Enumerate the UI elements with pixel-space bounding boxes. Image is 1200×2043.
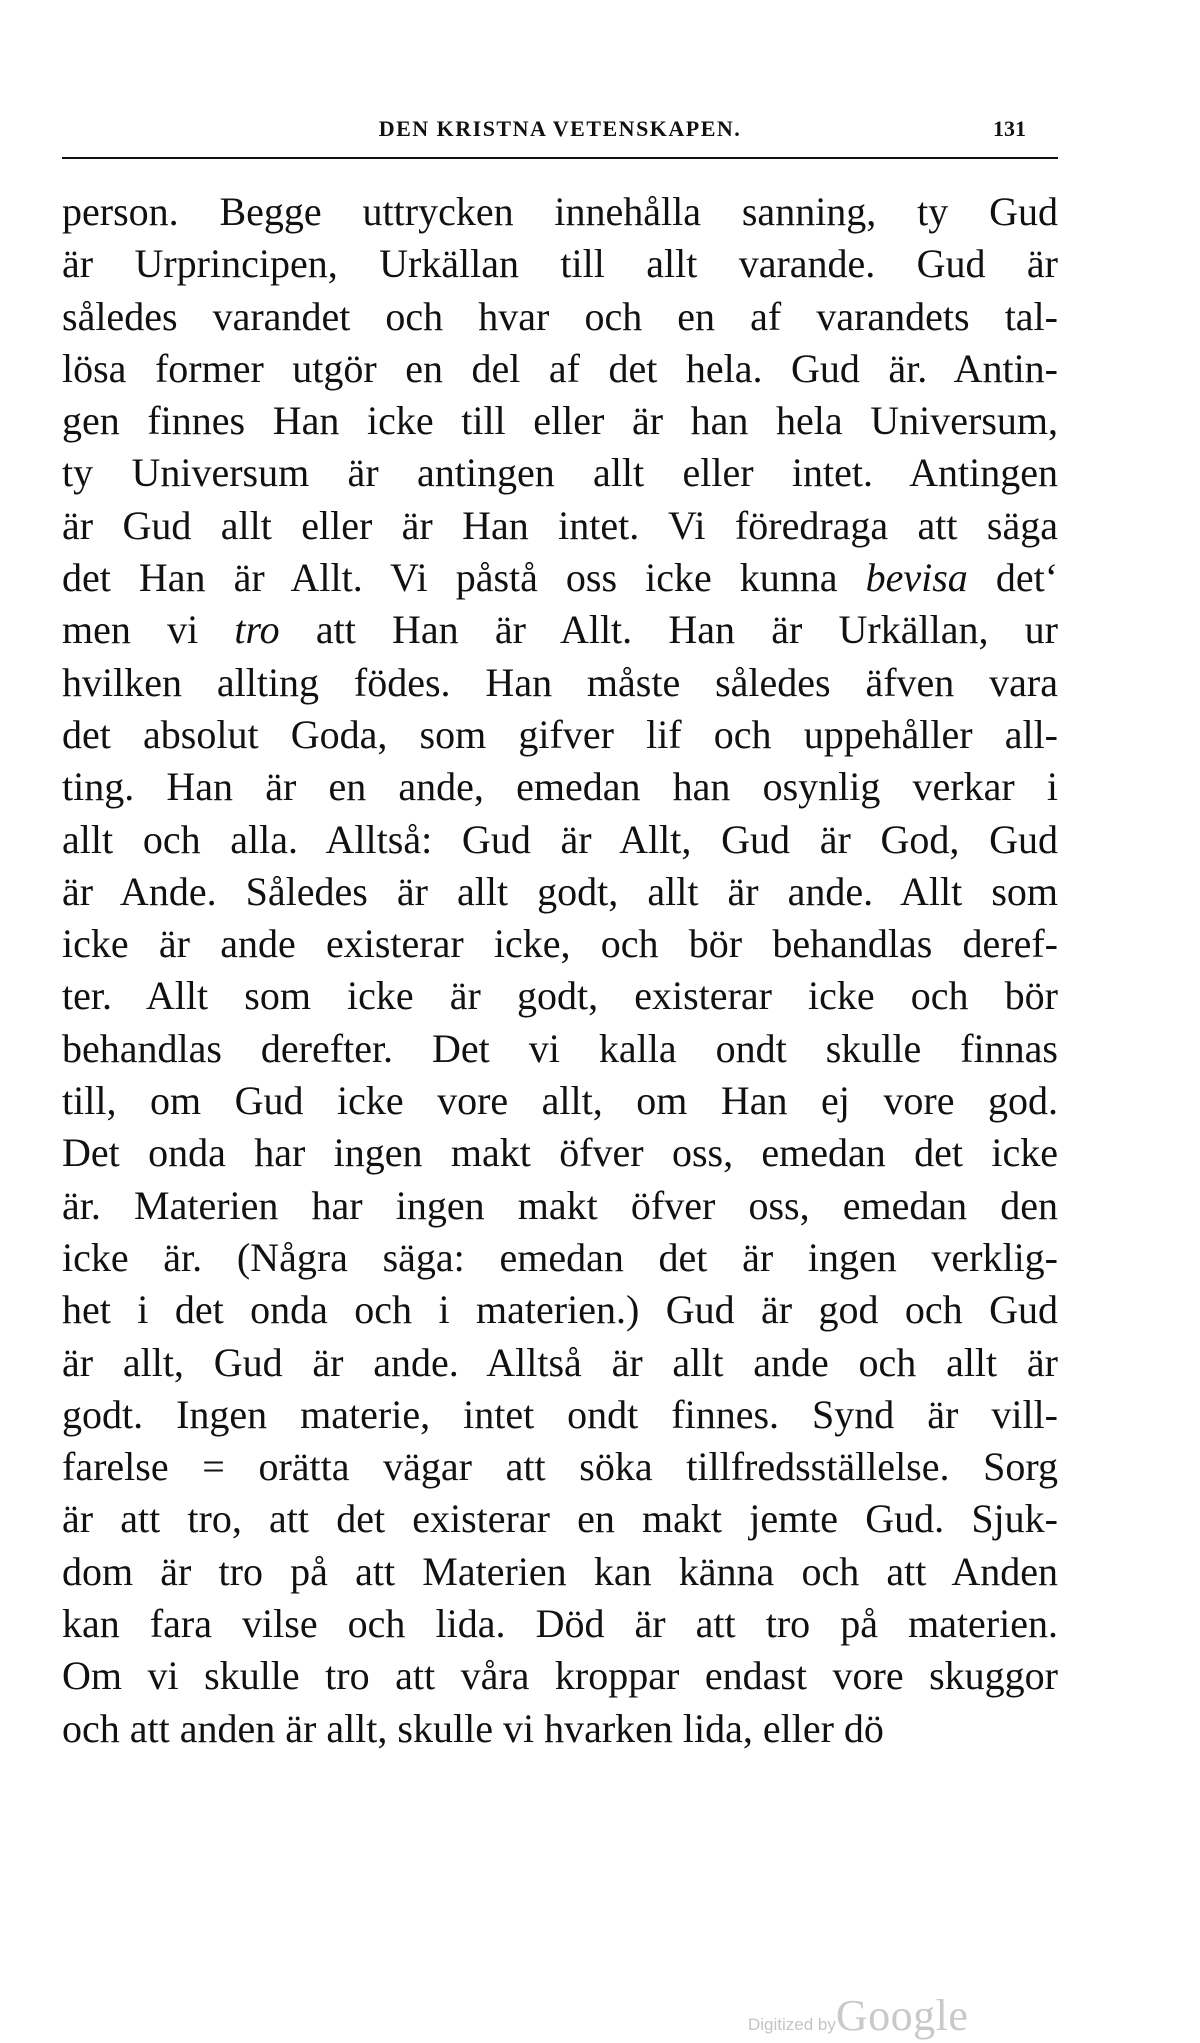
text-run: lösa former utgör en del af det hela. Gud är. Antin- [62, 345, 1058, 391]
text-line [62, 1598, 1058, 1650]
text-run: är Urprincipen, Urkällan till allt varande. Gud är [62, 241, 1058, 287]
italic-word: tro [234, 607, 280, 653]
text-run: är att tro, att det existerar en makt jemte Gud. Sjuk- [62, 1496, 1058, 1542]
text-line [62, 238, 1058, 290]
text-line [62, 1493, 1058, 1545]
text-line [62, 395, 1058, 447]
text-run: att Han är Allt. Han är Urkällan, ur [279, 607, 1058, 653]
text-run: är Gud allt eller är Han intet. Vi föredraga att säga [62, 502, 1058, 548]
text-line [62, 1546, 1058, 1598]
text-run: icke är. (Några säga: emedan det är ingen verklig- [62, 1234, 1058, 1280]
text-run: det‘ [967, 555, 1059, 601]
text-run: Det onda har ingen makt öfver oss, emedan det icke [62, 1130, 1058, 1176]
italic-word: bevisa [865, 555, 968, 601]
body-text [62, 186, 1058, 1755]
text-run: dom är tro på att Materien kan känna och att Anden [62, 1548, 1058, 1594]
text-line [62, 447, 1058, 499]
text-line [62, 1127, 1058, 1179]
header-rule [62, 157, 1058, 159]
text-run: allt och alla. Alltså: Gud är Allt, Gud är God, Gud [62, 816, 1058, 862]
text-run: ting. Han är en ande, emedan han osynlig verkar i [62, 764, 1058, 810]
text-line [62, 1441, 1058, 1493]
running-title: DEN KRISTNA VETENSKAPEN. [378, 116, 742, 141]
text-line [62, 1232, 1058, 1284]
google-watermark [748, 1990, 969, 2040]
text-run: Om vi skulle tro att våra kroppar endast vore skuggor [62, 1653, 1058, 1699]
text-run: farelse = orätta vägar att söka tillfredsställelse. Sorg [62, 1444, 1058, 1490]
google-logo: Google [835, 1991, 969, 2040]
text-line [62, 1650, 1058, 1702]
digitized-by-label: Digitized by [748, 2015, 836, 2034]
text-line [62, 814, 1058, 866]
running-head [62, 112, 1058, 152]
text-line [62, 866, 1058, 918]
text-run: och att anden är allt, skulle vi hvarken lida, eller dö [62, 1705, 884, 1751]
text-line [62, 604, 1058, 656]
text-line [62, 500, 1058, 552]
text-line [62, 709, 1058, 761]
text-line [62, 1337, 1058, 1389]
text-run: är allt, Gud är ande. Alltså är allt ande och allt är [62, 1339, 1058, 1385]
text-run: är. Materien har ingen makt öfver oss, emedan den [62, 1182, 1058, 1228]
text-run: kan fara vilse och lida. Död är att tro på materien. [62, 1601, 1058, 1647]
text-line [62, 918, 1058, 970]
text-run: ter. Allt som icke är godt, existerar icke och bör [62, 973, 1058, 1019]
text-line [62, 1075, 1058, 1127]
text-run: det absolut Goda, som gifver lif och uppehåller all- [62, 711, 1058, 757]
text-line [62, 291, 1058, 343]
text-line [62, 1284, 1058, 1336]
text-line [62, 761, 1058, 813]
text-run: hvilken allting födes. Han måste således äfven vara [62, 659, 1058, 705]
text-line [62, 1023, 1058, 1075]
text-line [62, 1703, 1058, 1755]
text-line [62, 186, 1058, 238]
text-run: gen finnes Han icke till eller är han hela Universum, [62, 398, 1058, 444]
text-run: ty Universum är antingen allt eller intet. Antingen [62, 450, 1058, 496]
text-run: är Ande. Således är allt godt, allt är ande. Allt som [62, 868, 1058, 914]
text-line [62, 552, 1058, 604]
text-line [62, 657, 1058, 709]
text-line [62, 970, 1058, 1022]
text-line [62, 1389, 1058, 1441]
page-number: 131 [993, 116, 1026, 141]
text-run: men vi [62, 607, 235, 653]
text-run: icke är ande existerar icke, och bör behandlas deref- [62, 921, 1058, 967]
text-line [62, 343, 1058, 395]
text-run: het i det onda och i materien.) Gud är god och Gud [62, 1287, 1058, 1333]
text-run: till, om Gud icke vore allt, om Han ej vore god. [62, 1078, 1058, 1124]
text-run: person. Begge uttrycken innehålla sanning, ty Gud [62, 189, 1058, 234]
text-line [62, 1180, 1058, 1232]
text-run: behandlas derefter. Det vi kalla ondt skulle finnas [62, 1025, 1058, 1071]
text-run: godt. Ingen materie, intet ondt finnes. Synd är vill- [62, 1391, 1058, 1437]
text-run: det Han är Allt. Vi påstå oss icke kunna [62, 555, 866, 601]
text-run: således varandet och hvar och en af varandets tal- [62, 293, 1058, 339]
